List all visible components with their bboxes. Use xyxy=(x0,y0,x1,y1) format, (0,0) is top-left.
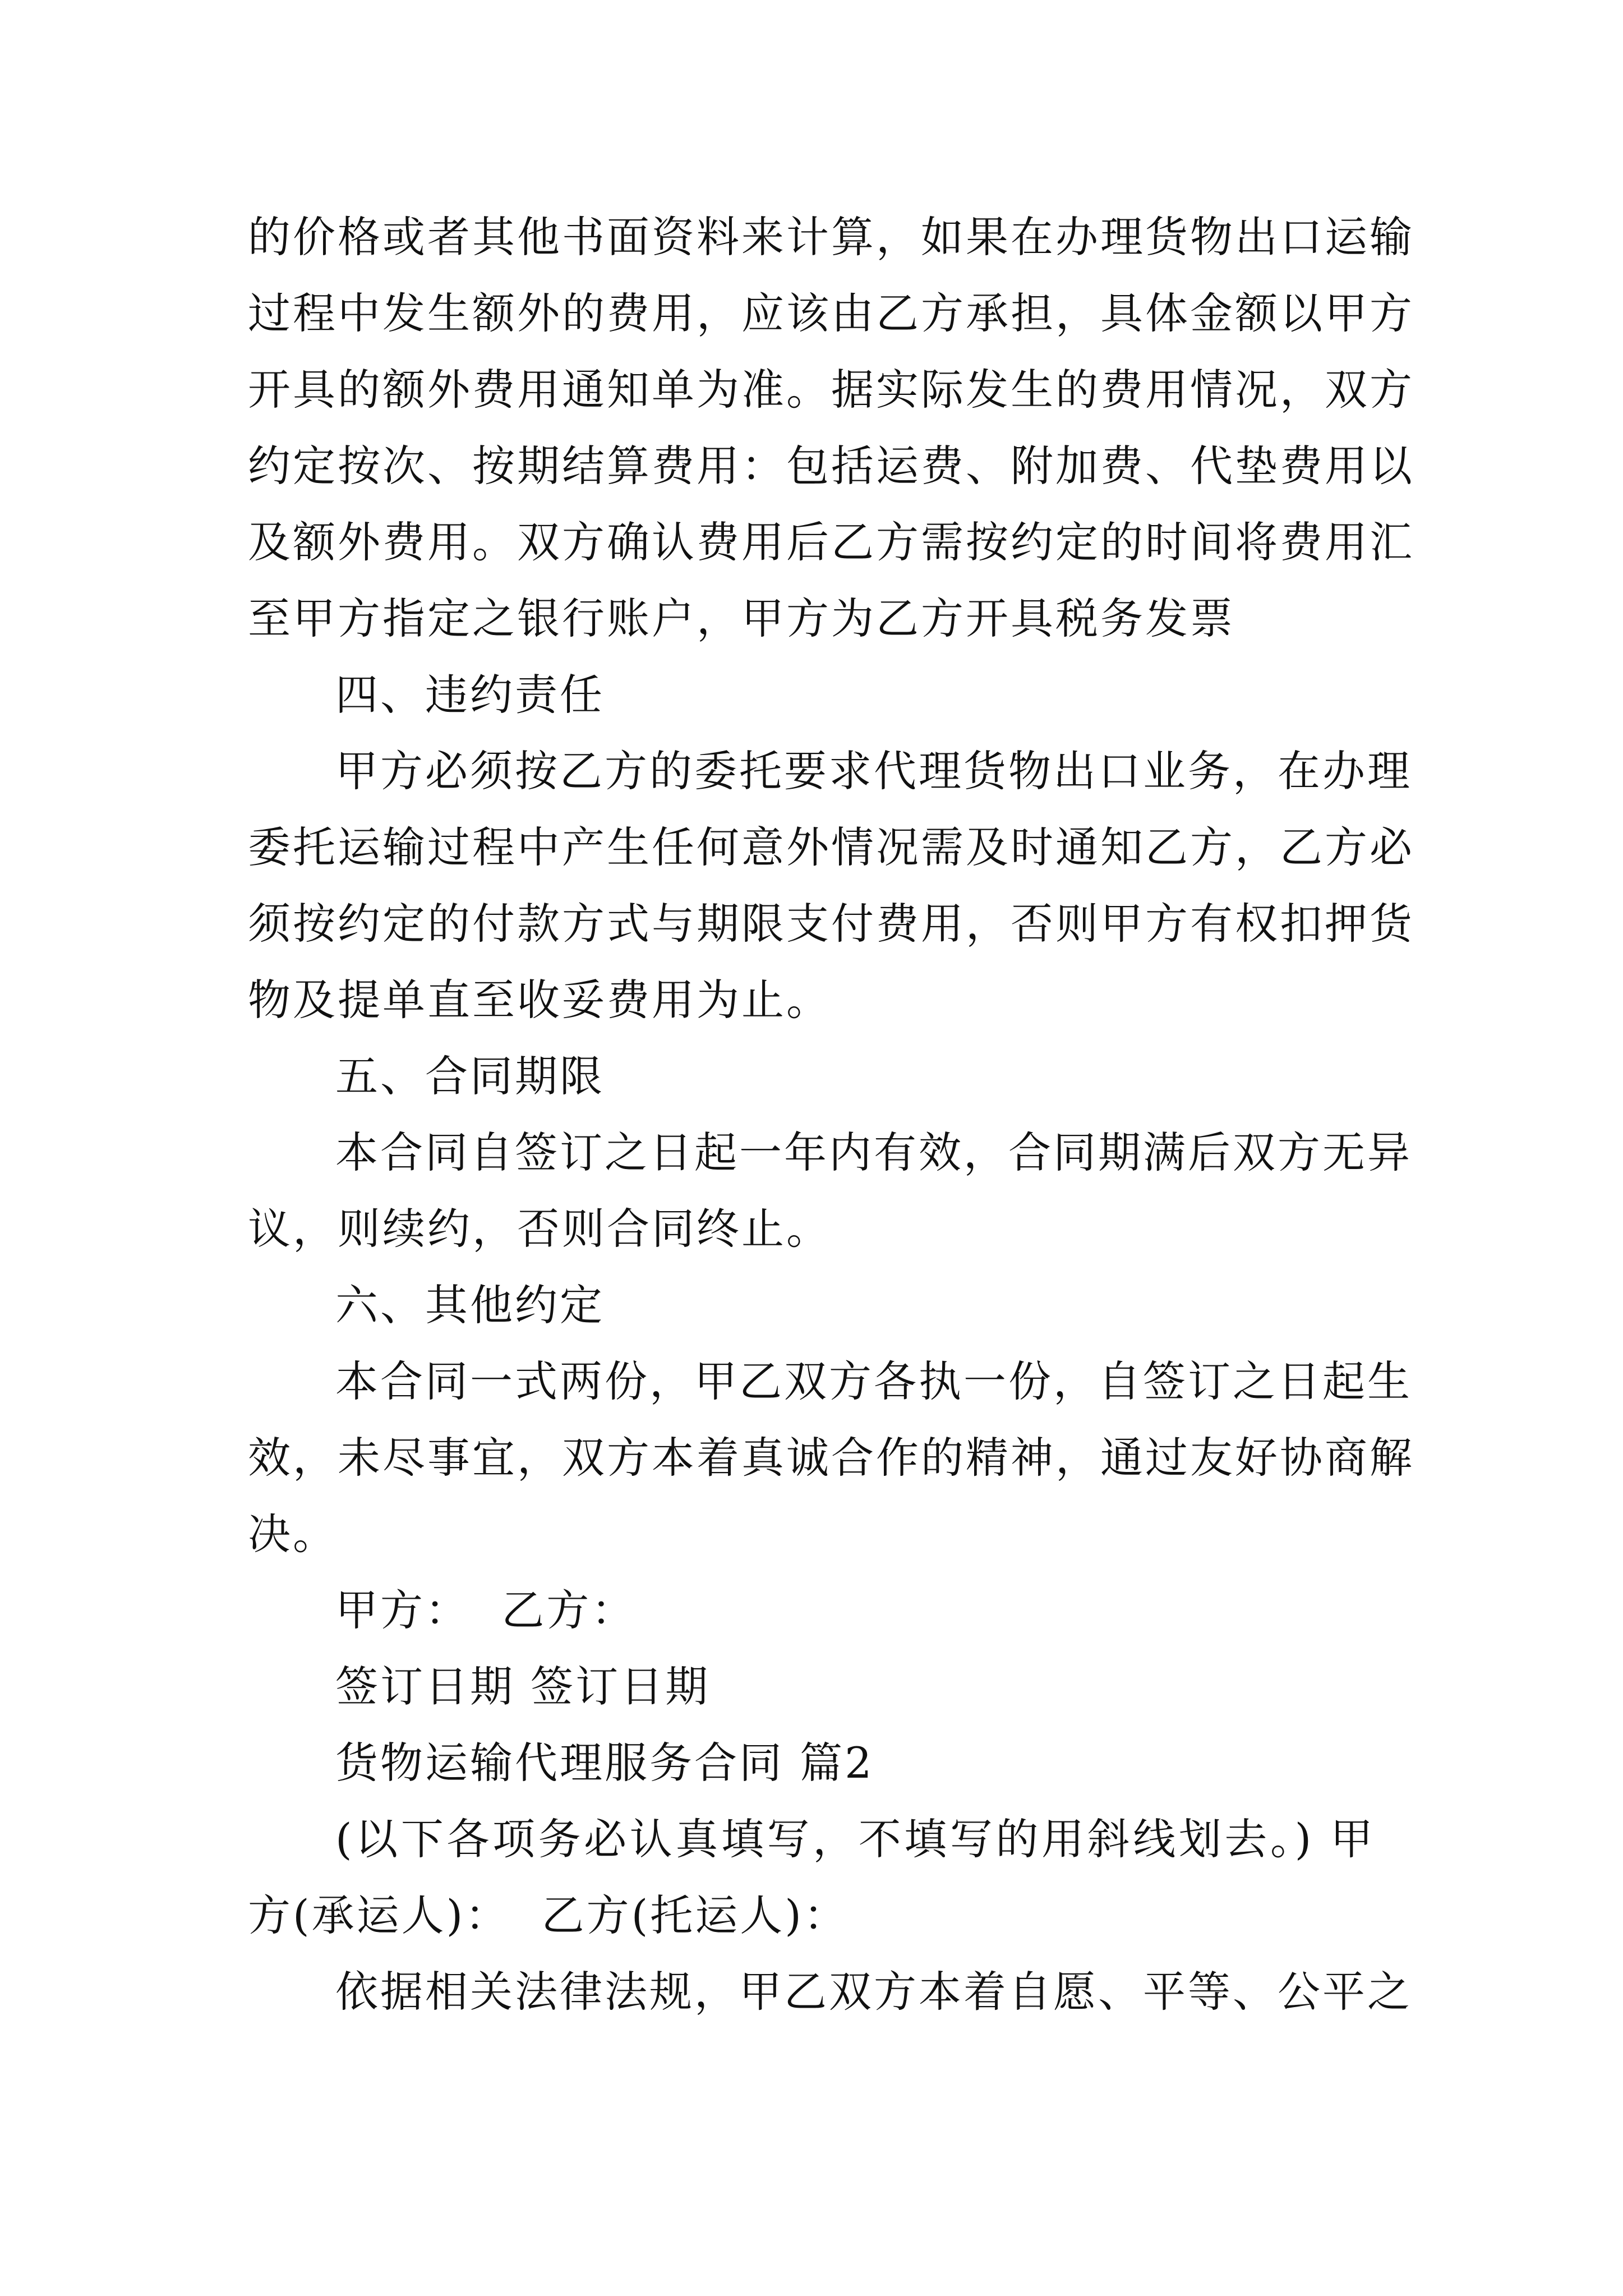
paragraph-line: 决。 xyxy=(248,1509,338,1559)
paragraph-line: 过程中发生额外的费用，应该由乙方承担，具体金额以甲方 xyxy=(248,288,1414,338)
section-heading: 四、违约责任 xyxy=(335,670,605,720)
paragraph-line: 委托运输过程中产生任何意外情况需及时通知乙方，乙方必 xyxy=(248,822,1414,872)
paragraph-line: 甲方必须按乙方的委托要求代理货物出口业务，在办理 xyxy=(335,746,1412,796)
paragraph-line: 开具的额外费用通知单为准。据实际发生的费用情况，双方 xyxy=(248,365,1414,415)
contract-title: 货物运输代理服务合同 篇2 xyxy=(335,1738,874,1788)
signature-dates: 签订日期 签订日期 xyxy=(335,1662,711,1711)
paragraph-line: 议，则续约，否则合同终止。 xyxy=(248,1204,831,1254)
paragraph-line: 本合同自签订之日起一年内有效，合同期满后双方无异 xyxy=(335,1128,1412,1177)
paragraph-line: (以下各项务必认真填写，不填写的用斜线划去。) 甲 xyxy=(335,1814,1375,1864)
paragraph-line: 方(承运人)： 乙方(托运人)： xyxy=(248,1890,849,1940)
paragraph-line: 至甲方指定之银行账户，甲方为乙方开具税务发票 xyxy=(248,593,1235,643)
paragraph-line: 约定按次、按期结算费用：包括运费、附加费、代垫费用以 xyxy=(248,441,1414,491)
paragraph-line: 须按约定的付款方式与期限支付费用，否则甲方有权扣押货 xyxy=(248,899,1414,949)
section-heading: 五、合同期限 xyxy=(335,1051,605,1101)
paragraph-line: 依据相关法律法规，甲乙双方本着自愿、平等、公平之 xyxy=(335,1967,1412,2017)
paragraph-line: 的价格或者其他书面资料来计算，如果在办理货物出口运输 xyxy=(248,212,1414,262)
paragraph-line: 物及提单直至收妥费用为止。 xyxy=(248,975,831,1025)
paragraph-line: 效，未尽事宜，双方本着真诚合作的精神，通过友好协商解 xyxy=(248,1433,1414,1483)
section-heading: 六、其他约定 xyxy=(335,1280,605,1330)
paragraph-line: 本合同一式两份，甲乙双方各执一份，自签订之日起生 xyxy=(335,1356,1412,1406)
paragraph-line: 及额外费用。双方确认费用后乙方需按约定的时间将费用汇 xyxy=(248,517,1414,567)
signature-parties: 甲方： 乙方： xyxy=(335,1585,637,1635)
